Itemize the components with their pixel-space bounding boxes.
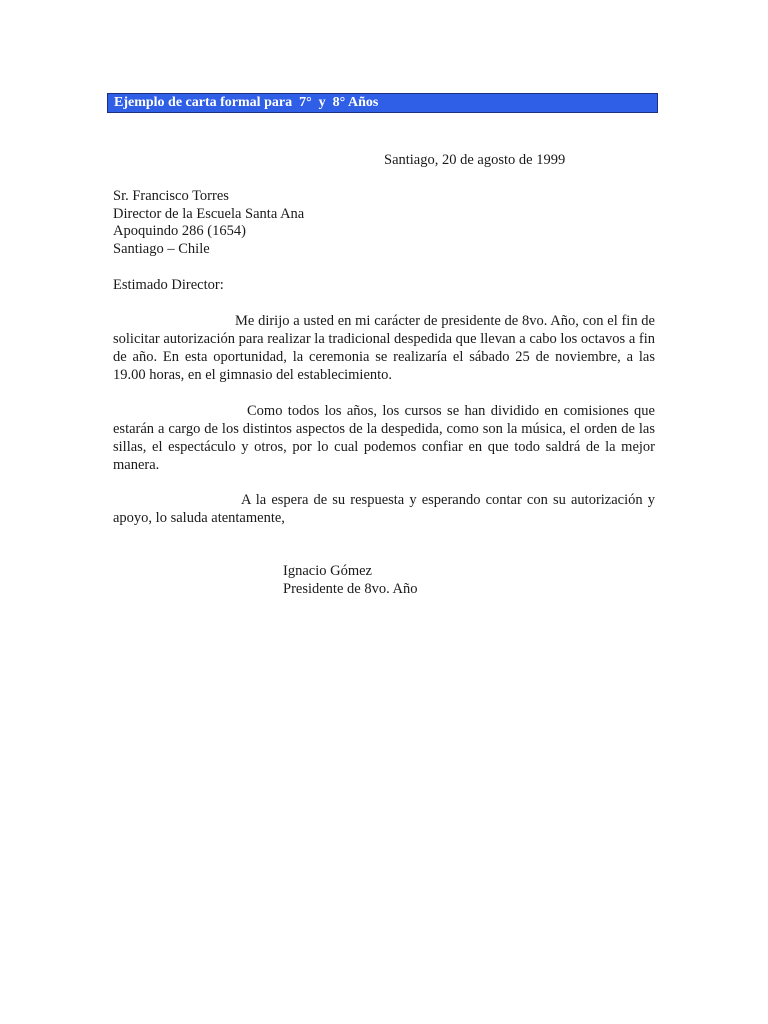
body-paragraph-2: Como todos los años, los cursos se han dividido en comisiones que estarán a cargo de los distintos aspectos de la despedida, como son la música, el orden de las sillas, el espectáculo y otros, por lo cual podemos confiar en que todo saldrá de la mejor manera. — [113, 403, 655, 473]
salutation: Estimado Director: — [113, 277, 224, 293]
signature-title: Presidente de 8vo. Año — [283, 581, 418, 597]
body-paragraph-1: Me dirijo a usted en mi carácter de presidente de 8vo. Año, con el fin de solicitar autorización para realizar la tradicional despedida que llevan a cabo los octavos a fin de año. En esta oportunidad, la ceremonia se realizaría el sábado 25 de noviembre, a las 19.00 horas, en el gimnasio del establecimiento. — [113, 313, 655, 383]
date-line: Santiago, 20 de agosto de 1999 — [384, 152, 566, 168]
document-title-bar: Ejemplo de carta formal para 7° y 8° Años — [107, 93, 658, 113]
recipient-city: Santiago – Chile — [113, 241, 210, 257]
recipient-name: Sr. Francisco Torres — [113, 188, 229, 204]
body-paragraph-3: A la espera de su respuesta y esperando contar con su autorización y apoyo, lo saluda atentamente, — [113, 492, 655, 526]
recipient-address: Apoquindo 286 (1654) — [113, 223, 246, 239]
recipient-position: Director de la Escuela Santa Ana — [113, 206, 305, 222]
signature-name: Ignacio Gómez — [283, 563, 372, 579]
